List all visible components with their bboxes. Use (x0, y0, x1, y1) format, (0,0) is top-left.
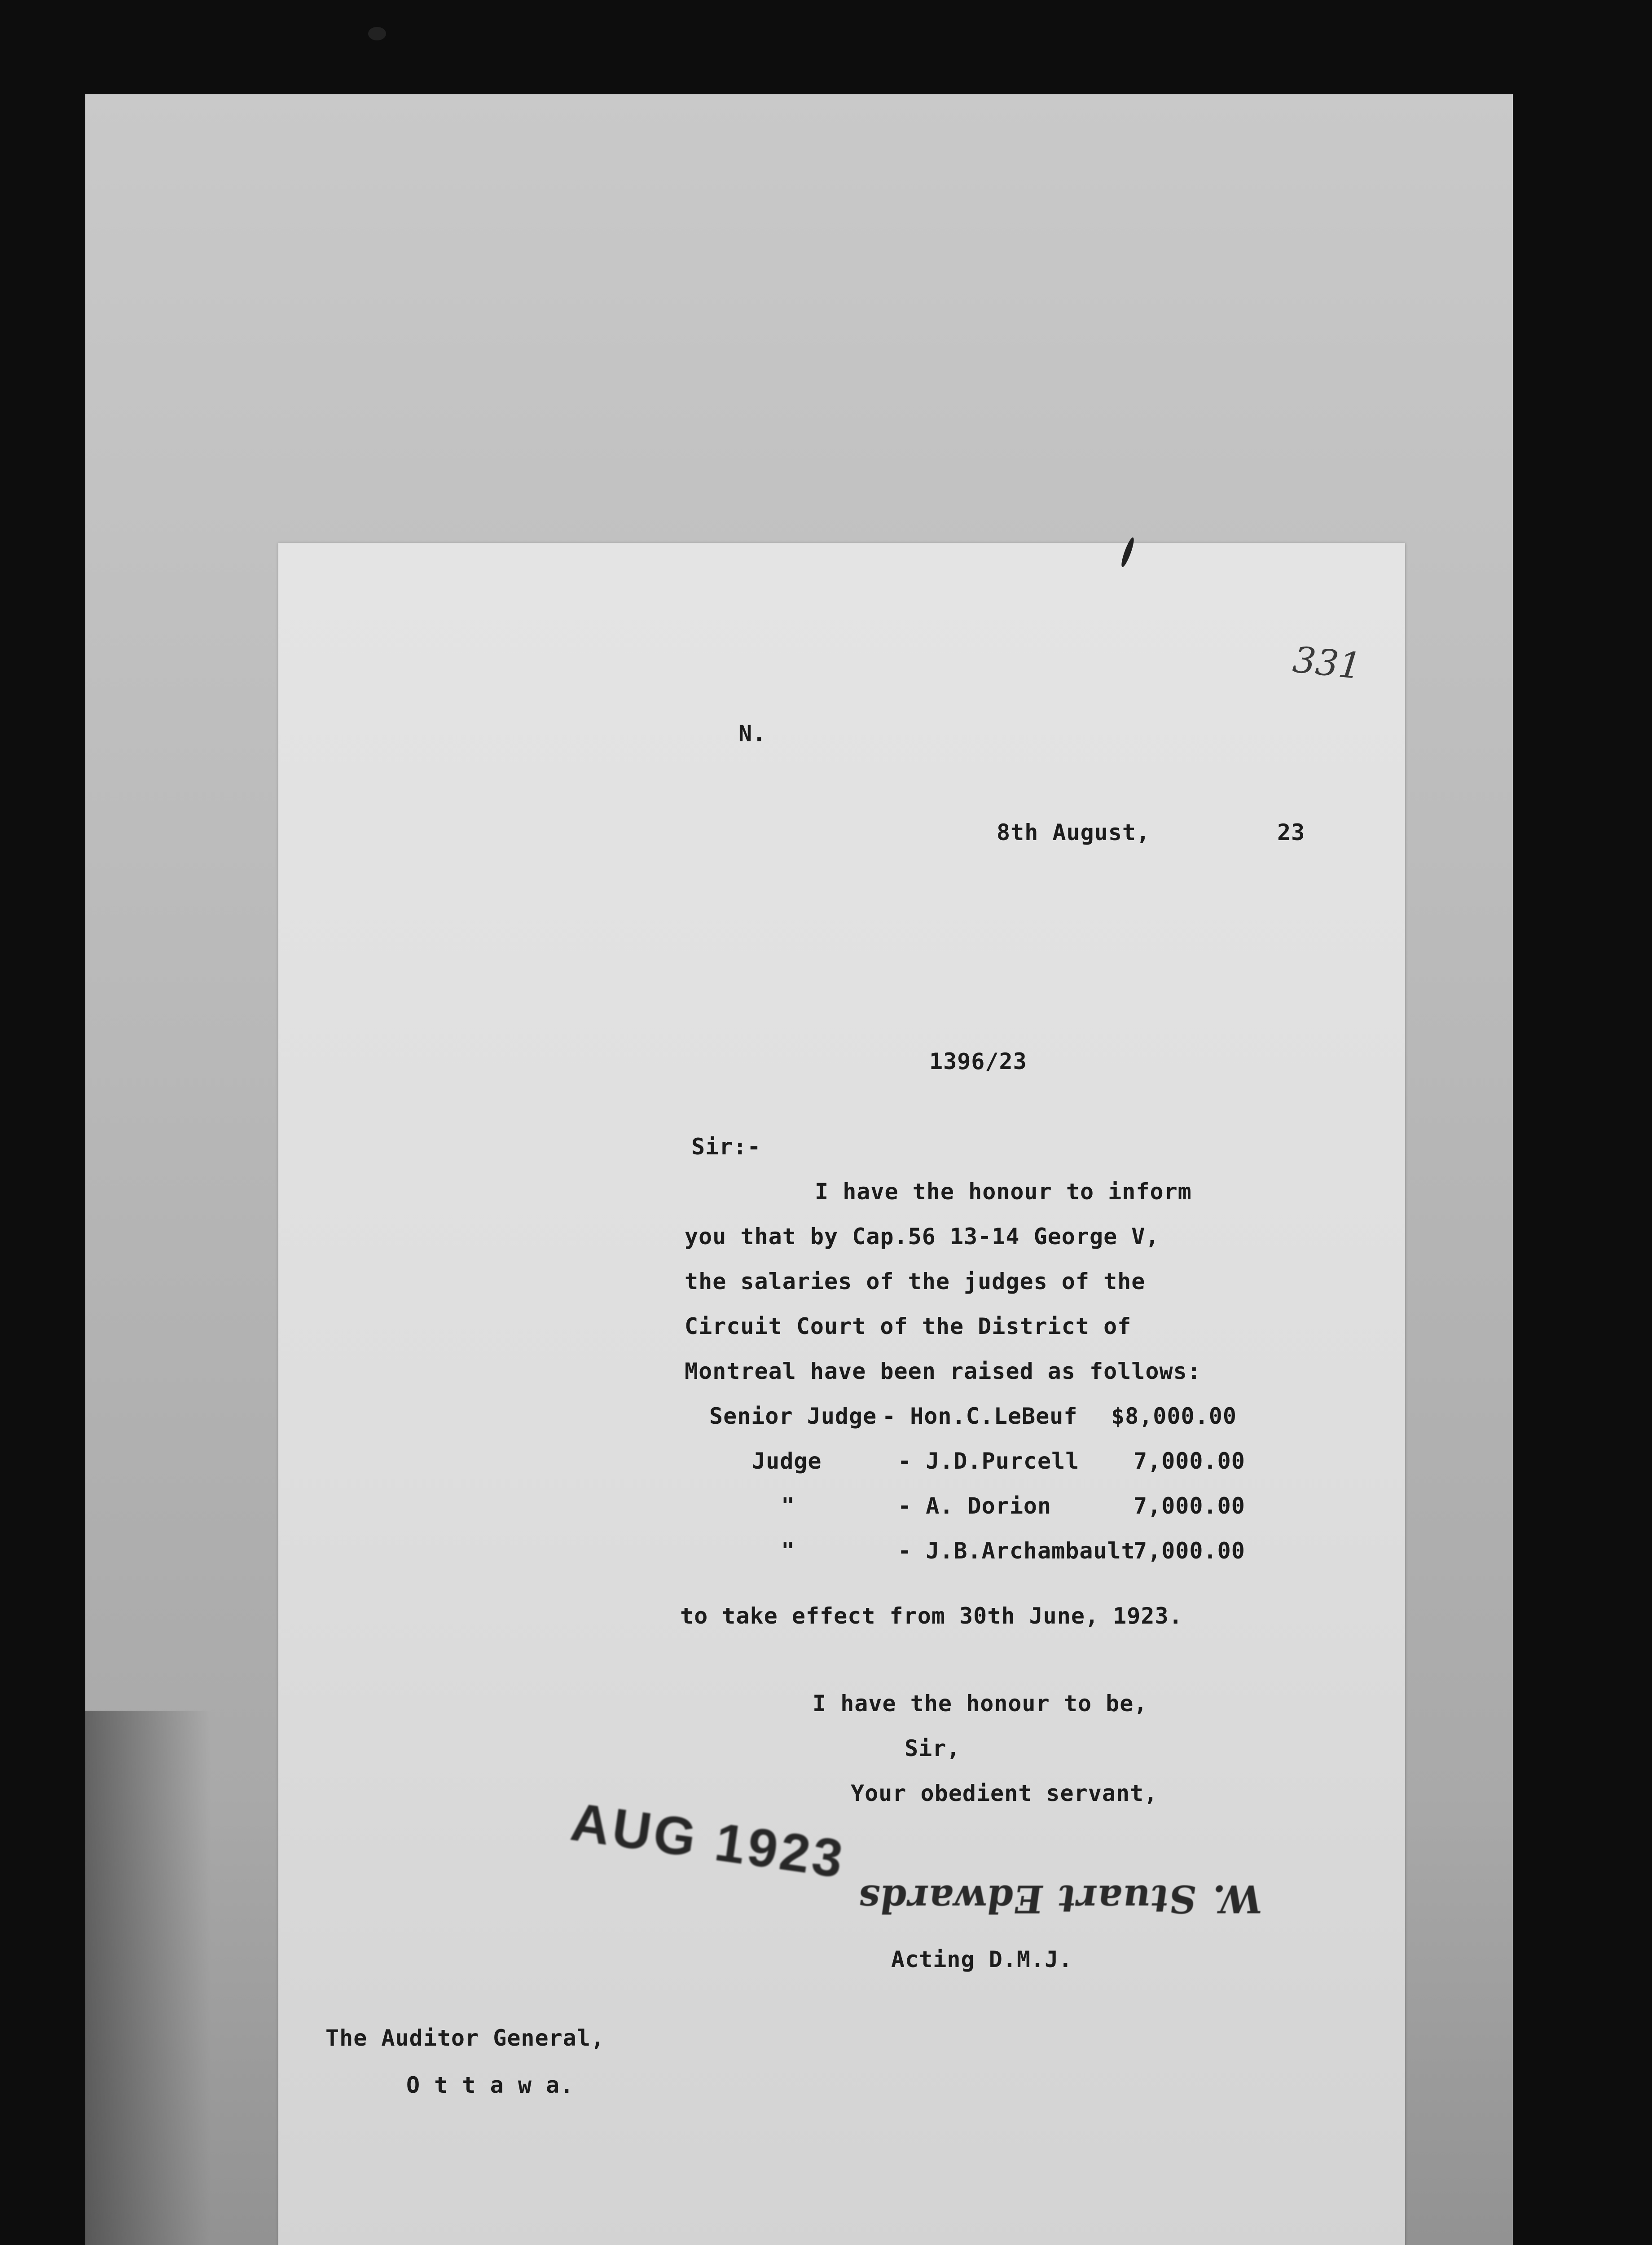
salary-title: Judge (752, 1448, 822, 1474)
salary-name: - J.B.Archambault (898, 1538, 1135, 1564)
signer-title: Acting D.M.J. (891, 1946, 1073, 1972)
salary-name: - Hon.C.LeBeuf (882, 1403, 1078, 1429)
recipient-city: O t t a w a. (406, 2072, 574, 2098)
salary-amount: 7,000.00 (1134, 1538, 1245, 1564)
file-mark: N. (738, 721, 767, 747)
letter-year: 23 (1277, 819, 1305, 845)
salary-title: " (781, 1538, 795, 1564)
salary-amount: 7,000.00 (1134, 1493, 1245, 1519)
salary-title: Senior Judge (709, 1403, 877, 1429)
body-line: the salaries of the judges of the (685, 1268, 1146, 1294)
salary-amount: $8,000.00 (1111, 1403, 1237, 1429)
salary-name: - A. Dorion (898, 1493, 1052, 1519)
effect-line: to take effect from 30th June, 1923. (680, 1603, 1183, 1629)
closing-line: Your obedient servant, (851, 1780, 1158, 1806)
letter-page (278, 543, 1405, 2245)
salutation: Sir:- (691, 1134, 761, 1160)
page-number: 331 (1291, 638, 1364, 687)
salary-amount: 7,000.00 (1134, 1448, 1245, 1474)
body-line: Montreal have been raised as follows: (685, 1358, 1201, 1384)
recipient-line: The Auditor General, (325, 2025, 605, 2051)
closing-line: I have the honour to be, (813, 1690, 1148, 1717)
body-line: Circuit Court of the District of (685, 1313, 1132, 1339)
mount-shadow (85, 1711, 211, 2245)
signature-stamp: W. Stuart Edwards (854, 1877, 1265, 1921)
salary-name: - J.D.Purcell (898, 1448, 1080, 1474)
received-date-stamp: AUG 1923 (567, 1791, 849, 1890)
salary-title: " (781, 1493, 795, 1519)
dust-speck (368, 27, 386, 40)
body-line: I have the honour to inform (815, 1179, 1192, 1205)
file-reference: 1396/23 (929, 1048, 1027, 1074)
letter-date: 8th August, (997, 819, 1151, 845)
body-line: you that by Cap.56 13-14 George V, (685, 1224, 1160, 1250)
closing-line: Sir, (905, 1735, 961, 1761)
